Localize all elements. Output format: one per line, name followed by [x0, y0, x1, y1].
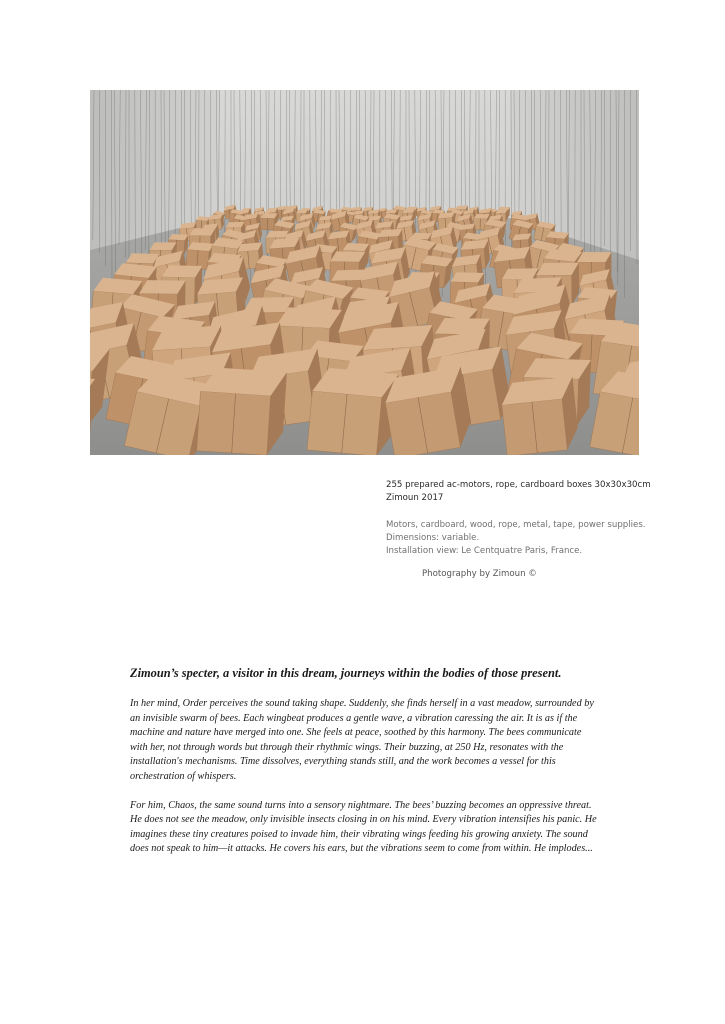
- paragraph-chaos: [130, 799, 642, 857]
- paragraph-line: For him, Chaos, the same sound turns into a sensory nightmare. The bees’ buzzing becomes an oppressive threat.: [130, 799, 592, 811]
- installation-photo: [90, 90, 639, 455]
- cardboard-box: [381, 366, 474, 455]
- photo-credit: Photography by Zimoun ©: [422, 569, 537, 579]
- box-front: [385, 392, 460, 455]
- cardboard-boxes: [90, 205, 639, 455]
- caption-title: 255 prepared ac-motors, rope, cardboard boxes 30x30x30cm: [386, 480, 651, 490]
- paragraph-line: does not speak to him—it attacks. He covers his ears, but the vibrations seem to come from within. He implodes...: [130, 843, 593, 855]
- paragraph-line: with her, not through words but through their rhythmic wings. Their buzzing, at 250 Hz, resonates with the: [130, 741, 564, 753]
- cardboard-box: [500, 376, 580, 455]
- caption-dimensions: Dimensions: variable.: [386, 533, 480, 543]
- paragraph-line: installation's mechanisms. Time dissolves, everything stands still, and the work becomes a vessel for this: [130, 756, 556, 768]
- paragraph-order: [130, 697, 642, 785]
- paragraph-line: orchestration of whispers.: [130, 770, 237, 782]
- photo-caption: [386, 479, 686, 581]
- cardboard-box: [197, 367, 287, 455]
- installation-photo-graphic: [90, 90, 639, 455]
- caption-materials: Motors, cardboard, wood, rope, metal, tape, power supplies.: [386, 520, 646, 530]
- paragraph-line: He does not see the meadow, only invisible insects closing in on his mind. Every vibration intensifies his panic. He: [130, 814, 597, 826]
- paragraph-line: machine and nature have merged into one. She feels at peace, soothed by this harmony. The bees communicate: [130, 727, 582, 739]
- paragraph-line: imagines these tiny creatures poised to invade him, their vibrating wings feeding his growing anxiety. The sound: [130, 828, 588, 840]
- caption-artist-year: Zimoun 2017: [386, 493, 444, 503]
- essay: [130, 665, 642, 871]
- paragraph-line: an invisible swarm of bees. Each wingbeat produces a gentle wave, a vibration caressing the air. It is as if the: [130, 712, 578, 724]
- paragraph-line: In her mind, Order perceives the sound taking shape. Suddenly, she finds herself in a vast meadow, surrounded by: [130, 698, 594, 709]
- essay-heading: Zimoun’s specter, a visitor in this dream, journeys within the bodies of those present.: [130, 666, 562, 680]
- box-top: [150, 242, 177, 250]
- cardboard-box: [307, 367, 398, 455]
- caption-installation-view: Installation view: Le Centquatre Paris, France.: [386, 546, 583, 556]
- box-top: [577, 252, 611, 262]
